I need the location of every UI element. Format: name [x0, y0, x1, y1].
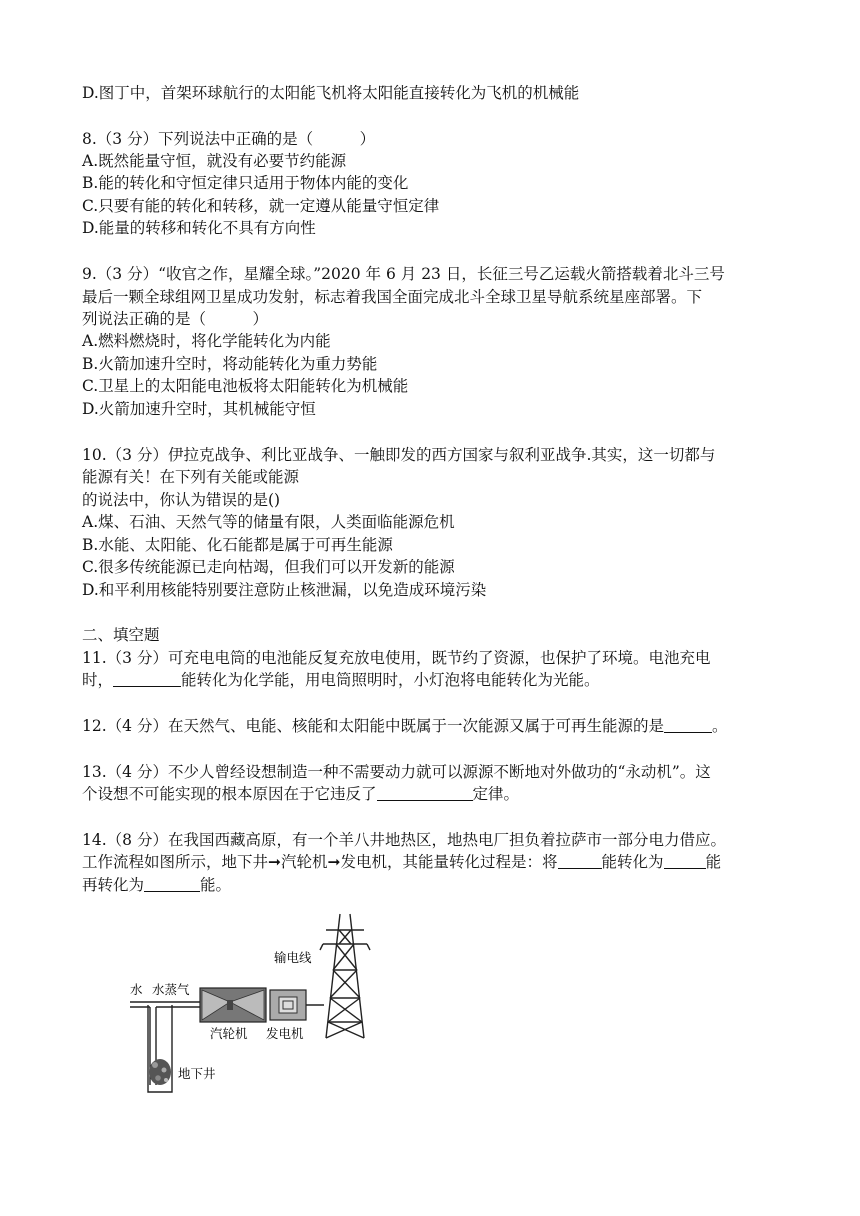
q13-stem-line1: 13.（4 分）不少人曾经设想制造一种不需要动力就可以源源不断地对外做功的“永动机”。这	[82, 763, 711, 781]
q9-stem-line3: 列说法正确的是（ ）	[82, 310, 269, 328]
q12-text-a: 12.（4 分）在天然气、电能、核能和太阳能中既属于一次能源又属于可再生能源的是	[82, 717, 664, 735]
section-heading-fill-in: 二、填空题	[82, 626, 160, 644]
q11-stem-line1: 11.（3 分）可充电电筒的电池能反复充放电使用，既节约了资源，也保护了环境。电池充电	[82, 649, 711, 667]
label-water: 水	[130, 982, 143, 997]
q14-text-g: 能。	[200, 876, 232, 894]
q11-stem-line2	[82, 669, 600, 691]
geothermal-plant-figure	[130, 910, 390, 1114]
answer-blank[interactable]	[664, 852, 706, 869]
label-power-line: 输电线	[274, 950, 312, 965]
q12-stem	[82, 715, 727, 737]
q13-text-b: 定律。	[472, 785, 520, 803]
q14-text-e: 能	[705, 853, 722, 871]
q9-stem-line2: 最后一颗全球组网卫星成功发射，标志着我国全面完成北斗全球卫星导航系统星座部署。下	[82, 288, 703, 306]
q8-option-b: B.能的转化和守恒定律只适用于物体内能的变化	[82, 174, 409, 192]
q13-text-a: 个设想不可能实现的根本原因在于它违反了	[82, 785, 377, 803]
q14-text-c: 发电机，其能量转化过程是：将	[340, 853, 558, 871]
q14-stem-line1: 14.（8 分）在我国西藏高原，有一个羊八井地热区，地热电厂担负着拉萨市一部分电力借应。	[82, 831, 726, 849]
q12-text-b: 。	[711, 717, 728, 735]
answer-blank[interactable]	[377, 784, 473, 801]
q10-option-d: D.和平利用核能特别要注意防止核泄漏，以免造成环境污染	[82, 581, 487, 599]
label-turbine: 汽轮机	[210, 1026, 248, 1041]
q8-option-c: C.只要有能的转化和转移，就一定遵从能量守恒定律	[82, 197, 440, 215]
answer-blank[interactable]	[113, 670, 181, 687]
label-steam: 水蒸气	[152, 982, 190, 997]
q8-option-d: D.能量的转移和转化不具有方向性	[82, 219, 316, 237]
turbine-icon	[200, 988, 266, 1022]
label-generator: 发电机	[266, 1026, 304, 1041]
q10-stem-line3: 的说法中，你认为错误的是()	[82, 491, 281, 509]
generator-icon	[270, 990, 306, 1020]
q10-option-c: C.很多传统能源已走向枯竭，但我们可以开发新的能源	[82, 558, 455, 576]
q8-stem: 8.（3 分）下列说法中正确的是（ ）	[82, 130, 376, 148]
q14-stem-line3	[82, 874, 231, 896]
q13-stem-line2	[82, 783, 519, 805]
q9-option-d: D.火箭加速升空时，其机械能守恒	[82, 400, 316, 418]
geothermal-plant-diagram	[130, 910, 390, 1110]
label-underground-well: 地下井	[178, 1066, 216, 1081]
q14-text-a: 工作流程如图所示，地下井	[82, 853, 269, 871]
q9-stem-line1: 9.（3 分）“收官之作，星耀全球。”2020 年 6 月 23 日，长征三号乙运载火箭搭载着北斗三号	[82, 265, 725, 283]
q9-option-c: C.卫星上的太阳能电池板将太阳能转化为机械能	[82, 377, 409, 395]
q10-option-b: B.水能、太阳能、化石能都是属于可再生能源	[82, 536, 393, 554]
answer-blank[interactable]	[664, 716, 712, 733]
q14-text-d: 能转化为	[601, 853, 664, 871]
geothermal-rock-icon	[149, 1059, 171, 1085]
transmission-tower-icon	[320, 914, 370, 1038]
arrow-right-icon: ➞	[268, 853, 282, 871]
answer-blank[interactable]	[144, 875, 200, 892]
q14-text-b: 汽轮机	[281, 853, 328, 871]
q10-option-a: A.煤、石油、天然气等的储量有限，人类面临能源危机	[82, 513, 455, 531]
q8-option-a: A.既然能量守恒，就没有必要节约能源	[82, 152, 347, 170]
q7-option-d: D.图丁中，首架环球航行的太阳能飞机将太阳能直接转化为飞机的机械能	[82, 84, 580, 102]
q10-stem-line1: 10.（3 分）伊拉克战争、利比亚战争、一触即发的西方国家与叙利亚战争.其实，这一切都与	[82, 446, 716, 464]
q11-text-a: 时，	[82, 671, 114, 689]
q14-stem-line2	[82, 851, 721, 873]
q9-option-a: A.燃料燃烧时，将化学能转化为内能	[82, 332, 331, 350]
q11-text-b: 能转化为化学能，用电筒照明时，小灯泡将电能转化为光能。	[181, 671, 600, 689]
q9-option-b: B.火箭加速升空时，将动能转化为重力势能	[82, 355, 378, 373]
q14-text-f: 再转化为	[82, 876, 145, 894]
arrow-right-icon: ➞	[327, 853, 341, 871]
q10-stem-line2: 能源有关！在下列有关能或能源	[82, 468, 300, 486]
answer-blank[interactable]	[558, 852, 602, 869]
